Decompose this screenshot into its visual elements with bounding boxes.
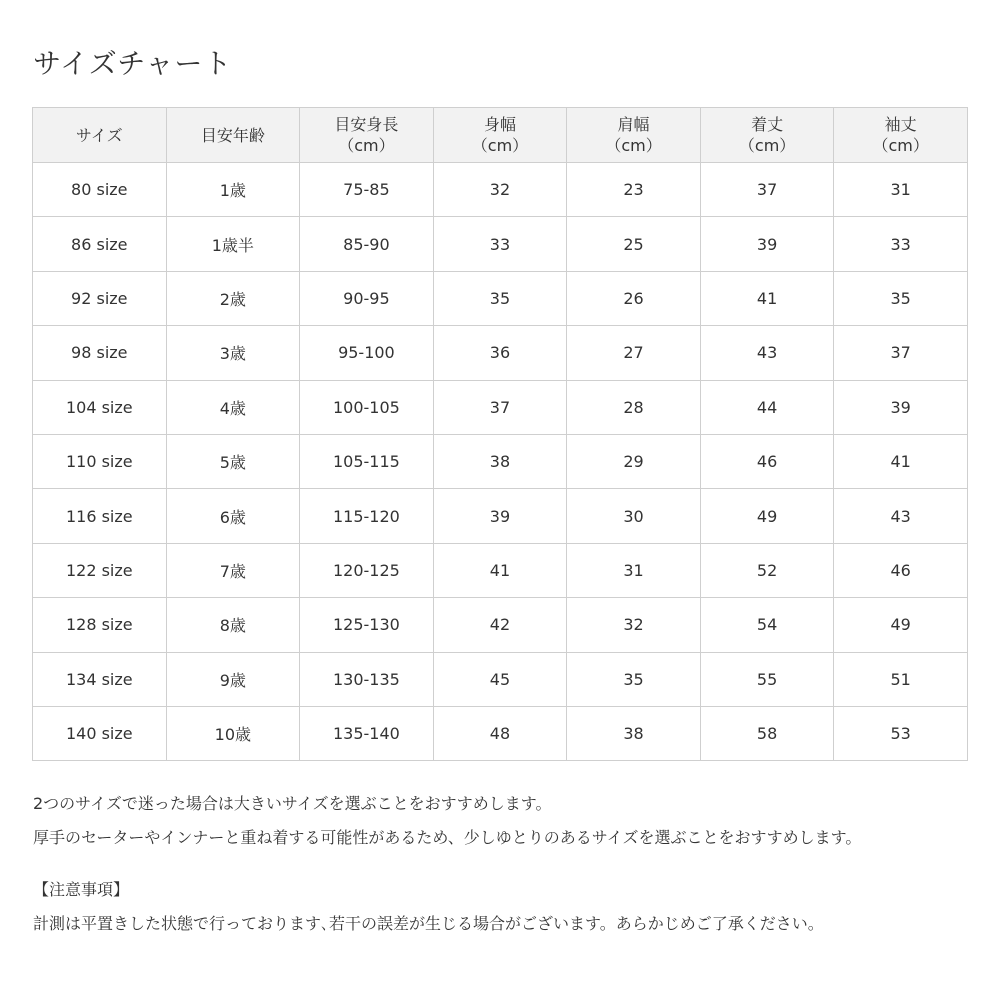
- cell-height: 125-130: [300, 598, 434, 652]
- cell-height: 135-140: [300, 706, 434, 760]
- cell-length: 46: [700, 434, 834, 488]
- cell-sleeve-length: 35: [834, 271, 968, 325]
- cell-size: 128 size: [33, 598, 167, 652]
- cell-size: 134 size: [33, 652, 167, 706]
- cell-sleeve-length: 46: [834, 543, 968, 597]
- caution-text: 計測は平置きした状態で行っております､若干の誤差が生じる場合がございます。あらかじめご了承ください。: [33, 914, 824, 933]
- table-row: [33, 706, 968, 760]
- cell-size: 92 size: [33, 271, 167, 325]
- header-unit: （cm）: [338, 136, 395, 155]
- cell-sleeve-length: 31: [834, 163, 968, 217]
- cell-age: 1歳: [166, 163, 300, 217]
- cell-size: 116 size: [33, 489, 167, 543]
- header-unit: （cm）: [471, 136, 529, 155]
- table-row: [33, 543, 968, 597]
- header-label: サイズ: [75, 125, 123, 145]
- table-row: [33, 380, 968, 434]
- cell-shoulder-width: 25: [567, 217, 701, 271]
- cell-length: 37: [700, 163, 834, 217]
- cell-age: 10歳: [166, 706, 300, 760]
- cell-size: 104 size: [33, 380, 167, 434]
- cell-length: 58: [700, 706, 834, 760]
- cell-sleeve-length: 41: [834, 434, 968, 488]
- header-shoulder-width: [567, 108, 701, 163]
- cell-body-width: 35: [433, 271, 567, 325]
- header-label: 目安年齢: [200, 125, 265, 145]
- cell-height: 130-135: [300, 652, 434, 706]
- cell-shoulder-width: 29: [567, 434, 701, 488]
- cell-body-width: 41: [433, 543, 567, 597]
- cell-length: 43: [700, 326, 834, 380]
- page-title: サイズチャート: [33, 47, 233, 80]
- table-row: [33, 163, 968, 217]
- cell-size: 98 size: [33, 326, 167, 380]
- cell-age: 8歳: [166, 598, 300, 652]
- cell-sleeve-length: 51: [834, 652, 968, 706]
- table-row: [33, 271, 968, 325]
- cell-shoulder-width: 26: [567, 271, 701, 325]
- cell-body-width: 45: [433, 652, 567, 706]
- cell-body-width: 36: [433, 326, 567, 380]
- cell-shoulder-width: 31: [567, 543, 701, 597]
- notes-section: [33, 792, 973, 946]
- cell-body-width: 42: [433, 598, 567, 652]
- cell-age: 7歳: [166, 543, 300, 597]
- cell-body-width: 39: [433, 489, 567, 543]
- table-row: [33, 598, 968, 652]
- note-layering-advice: 厚手のセーターやインナーと重ね着する可能性があるため、少しゆとりのあるサイズを選ぶことをおすすめします。: [33, 828, 862, 847]
- header-sleeve-length: [834, 108, 968, 163]
- cell-shoulder-width: 27: [567, 326, 701, 380]
- cell-age: 2歳: [166, 271, 300, 325]
- caution-heading: 【注意事項】: [33, 880, 130, 899]
- cell-height: 105-115: [300, 434, 434, 488]
- header-size: [33, 108, 167, 163]
- cell-shoulder-width: 30: [567, 489, 701, 543]
- size-chart-table: [32, 107, 968, 761]
- cell-size: 140 size: [33, 706, 167, 760]
- table-row: [33, 489, 968, 543]
- cell-length: 52: [700, 543, 834, 597]
- cell-shoulder-width: 28: [567, 380, 701, 434]
- header-unit: （cm）: [738, 136, 796, 155]
- cell-height: 120-125: [300, 543, 434, 597]
- cell-shoulder-width: 23: [567, 163, 701, 217]
- cell-age: 5歳: [166, 434, 300, 488]
- header-label: 身幅: [483, 115, 516, 134]
- header-label: 目安身長: [334, 115, 399, 134]
- table-row: [33, 217, 968, 271]
- cell-size: 86 size: [33, 217, 167, 271]
- cell-height: 115-120: [300, 489, 434, 543]
- cell-age: 3歳: [166, 326, 300, 380]
- cell-shoulder-width: 35: [567, 652, 701, 706]
- header-unit: （cm）: [872, 136, 929, 155]
- cell-size: 122 size: [33, 543, 167, 597]
- table-row: [33, 652, 968, 706]
- header-body-width: [433, 108, 567, 163]
- cell-shoulder-width: 38: [567, 706, 701, 760]
- cell-length: 49: [700, 489, 834, 543]
- cell-length: 44: [700, 380, 834, 434]
- table-row: [33, 434, 968, 488]
- cell-height: 90-95: [300, 271, 434, 325]
- cell-body-width: 38: [433, 434, 567, 488]
- cell-height: 75-85: [300, 163, 434, 217]
- header-label: 袖丈: [884, 115, 917, 134]
- cell-age: 4歳: [166, 380, 300, 434]
- cell-height: 95-100: [300, 326, 434, 380]
- cell-age: 9歳: [166, 652, 300, 706]
- cell-length: 39: [700, 217, 834, 271]
- note-size-advice: 2つのサイズで迷った場合は大きいサイズを選ぶことをおすすめします。: [33, 794, 552, 813]
- cell-body-width: 48: [433, 706, 567, 760]
- cell-sleeve-length: 43: [834, 489, 968, 543]
- cell-sleeve-length: 37: [834, 326, 968, 380]
- cell-body-width: 33: [433, 217, 567, 271]
- header-unit: （cm）: [605, 136, 662, 155]
- cell-shoulder-width: 32: [567, 598, 701, 652]
- cell-length: 54: [700, 598, 834, 652]
- cell-sleeve-length: 33: [834, 217, 968, 271]
- header-label: 肩幅: [617, 115, 650, 134]
- table-row: [33, 326, 968, 380]
- header-height: [300, 108, 434, 163]
- cell-size: 110 size: [33, 434, 167, 488]
- cell-body-width: 32: [433, 163, 567, 217]
- table-header-row: [33, 108, 968, 163]
- cell-length: 41: [700, 271, 834, 325]
- cell-sleeve-length: 53: [834, 706, 968, 760]
- cell-sleeve-length: 39: [834, 380, 968, 434]
- header-age: [166, 108, 300, 163]
- cell-size: 80 size: [33, 163, 167, 217]
- cell-height: 85-90: [300, 217, 434, 271]
- cell-length: 55: [700, 652, 834, 706]
- header-length: [700, 108, 834, 163]
- cell-body-width: 37: [433, 380, 567, 434]
- cell-height: 100-105: [300, 380, 434, 434]
- cell-age: 1歳半: [166, 217, 300, 271]
- cell-sleeve-length: 49: [834, 598, 968, 652]
- header-label: 着丈: [751, 115, 784, 134]
- cell-age: 6歳: [166, 489, 300, 543]
